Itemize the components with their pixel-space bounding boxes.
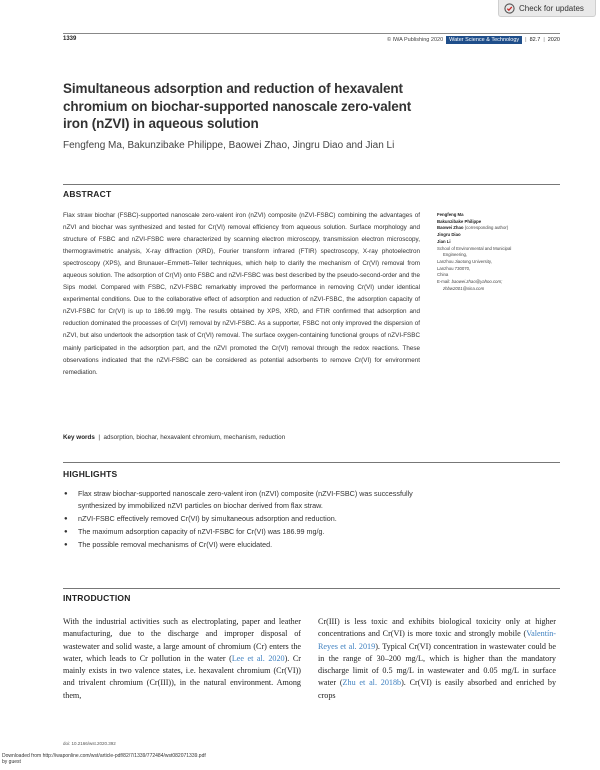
page-number: 1339 bbox=[63, 36, 77, 42]
highlight-item: ● The possible removal mechanisms of Cr(VI) were elucidated. bbox=[63, 539, 423, 551]
keywords bbox=[63, 434, 420, 441]
intro-text: ). Cr mainly exists in two valence states, i.e. hexavalent chromium (Cr(VI)) and trivalent chromium (Cr(III)), in the natural environment. Among them, bbox=[63, 653, 301, 700]
header-separator: | bbox=[525, 36, 527, 43]
affil-line: School of Environmental and Municipal bbox=[437, 245, 512, 251]
affil-author: Jian Li bbox=[437, 238, 451, 244]
highlights-heading: HIGHLIGHTS bbox=[63, 469, 118, 479]
highlight-item: ● The maximum adsorption capacity of nZVI-FSBC for Cr(VI) was 186.99 mg/g. bbox=[63, 526, 423, 538]
intro-text: With the industrial activities such as electroplating, paper and leather manufacturing, due to the discharge and improper disposal of wastewater and solid waste, a large amount of chromium (Cr) enters the water, which leads to Cr pollution in the water ( bbox=[63, 617, 301, 663]
header-separator: | bbox=[543, 36, 545, 43]
keywords-label: Key words bbox=[63, 434, 95, 441]
keywords-separator: | bbox=[96, 434, 102, 441]
citation-link[interactable]: Lee et al. 2020 bbox=[231, 653, 285, 663]
highlights-list bbox=[63, 488, 423, 552]
affil-email-row bbox=[437, 279, 567, 286]
intro-column-right bbox=[318, 616, 556, 702]
corresponding-note: (corresponding author) bbox=[464, 225, 509, 231]
introduction-heading: INTRODUCTION bbox=[63, 593, 131, 603]
intro-column-left bbox=[63, 616, 301, 702]
highlight-item: ● Flax straw biochar-supported nanoscale zero-valent iron (nZVI) composite (nZVI-FSBC) was successfully synthesized by immobilized nZVI particles on biochar derived from flax straw. bbox=[63, 488, 423, 512]
author-list: Fengfeng Ma, Bakunzibake Philippe, Baowei Zhao, Jingru Diao and Jian Li bbox=[63, 140, 395, 151]
affiliation-block bbox=[437, 212, 567, 292]
email-label: E-mail: bbox=[437, 279, 451, 285]
download-line: by guest bbox=[2, 759, 21, 765]
abstract-heading: ABSTRACT bbox=[63, 189, 112, 199]
email-link[interactable]: zhbw2001@sina.com bbox=[443, 285, 485, 291]
highlights-rule bbox=[63, 462, 560, 463]
article-title: Simultaneous adsorption and reduction of hexavalent chromium on biochar-supported nanoscale zero-valent iron (nZVI) in aqueous solution bbox=[63, 81, 412, 132]
volume-number: 82.7 bbox=[529, 36, 541, 43]
copyright-text: © IWA Publishing 2020 bbox=[387, 36, 444, 43]
affil-line: Lanzhou 730070, bbox=[437, 265, 471, 271]
check-updates-label: Check for updates bbox=[519, 3, 584, 13]
introduction-rule bbox=[63, 588, 560, 589]
affil-author: Baowei Zhao bbox=[437, 225, 464, 231]
affil-line: Engineering, bbox=[443, 252, 468, 258]
affil-author: Fengfeng Ma bbox=[437, 212, 464, 217]
update-check-icon bbox=[504, 3, 515, 14]
affil-author-row bbox=[437, 225, 567, 232]
running-header bbox=[387, 35, 560, 44]
citation-link[interactable]: Valentín-Reyes et al. 2019 bbox=[318, 629, 556, 651]
email-link[interactable]: baowei.zhao@yahoo.com; bbox=[451, 279, 503, 285]
highlight-item: ● nZVI-FSBC effectively removed Cr(VI) by simultaneous adsorption and reduction. bbox=[63, 513, 423, 525]
download-line: Downloaded from http://iwaponline.com/wst/article-pdf/82/7/1339/772484/wst082071339.pdf bbox=[2, 753, 206, 759]
affil-line: China bbox=[437, 272, 449, 278]
affil-author: Jingru Diao bbox=[437, 232, 461, 238]
journal-name[interactable]: Water Science & Technology bbox=[446, 36, 522, 44]
check-for-updates-button[interactable] bbox=[498, 0, 596, 17]
intro-text: ). Typical Cr(VI) concentration in wastewater could be in the range of 30–200 mg/L, which is higher than the mandatory discharge limit of 0.5 mg/L in wastewater and 0.05 mg/L in surface water ( bbox=[318, 641, 556, 688]
abstract-body: Flax straw biochar (FSBC)-supported nanoscale zero-valent iron (nZVI) composite (nZVI-FSBC) combining the advantages of nZVI and biochar was synthesized and tested for Cr(VI) removal efficiency from aqueous solution. Surface morphology and structure of FSBC and nZVI-FSBC were characterized by scanning electron microscopy, transmission electron microscopy, thermogravimetric analysis, X-ray diffraction (XRD), Fourier transform infrared (FTIR) spectroscopy, X-ray photoelectron spectroscopy (XPS), and Brunauer–Emmett–Teller techniques, which help to clarify the mechanism of Cr(VI) removal from aqueous solution. The adsorption of Cr(VI) onto FSBC and nZVI-FSBC was best described by the pseudo-second-order and the Sips model. Compared with FSBC, nZVI-FSBC remarkably improved the performance in removing Cr(VI) under identical experimental conditions. Due to the collaborative effect of adsorption and reduction of nZVI-FSBC, the adsorption capacity of nZVI-FSBC for Cr(VI) is up to 186.99 mg/g. The results obtained by XPS, XRD, and FTIR confirmed that adsorption and reduction dominated the processes of Cr(VI) removal by nZVI-FSBC. As a supporter, FSBC not only improved the dispersion of nZVI, but also undertook the adsorption task of Cr(VI) removal. The surface oxygen-containing functional groups of nZVI-FSBC mainly participated in the adsorption part, and the nZVI promoted the Cr(VI) removal through the redox reactions. These observations indicated that the nZVI-FSBC can be considered as potential adsorbents to remove Cr(VI) for environment remediation. bbox=[63, 212, 420, 376]
publication-year: 2020 bbox=[547, 36, 560, 43]
affil-line: Lanzhou Jiaotong University, bbox=[437, 258, 492, 264]
affil-author: Bakunzibake Philippe bbox=[437, 218, 482, 224]
intro-text: Cr(III) is less toxic and exhibits biological toxicity only at higher concentrations and Cr(VI) is more toxic and strongly mobile ( bbox=[318, 617, 556, 639]
doi-text: doi: 10.2166/wst.2020.392 bbox=[63, 741, 116, 746]
header-rule bbox=[63, 33, 560, 34]
citation-link[interactable]: Zhu et al. 2018b bbox=[342, 678, 402, 688]
download-footer bbox=[2, 753, 206, 765]
intro-text: ). Cr(VI) is easily absorbed and enriched by crops bbox=[318, 678, 557, 700]
abstract-rule bbox=[63, 184, 560, 185]
keywords-list: adsorption, biochar, hexavalent chromium, mechanism, reduction bbox=[103, 434, 286, 441]
